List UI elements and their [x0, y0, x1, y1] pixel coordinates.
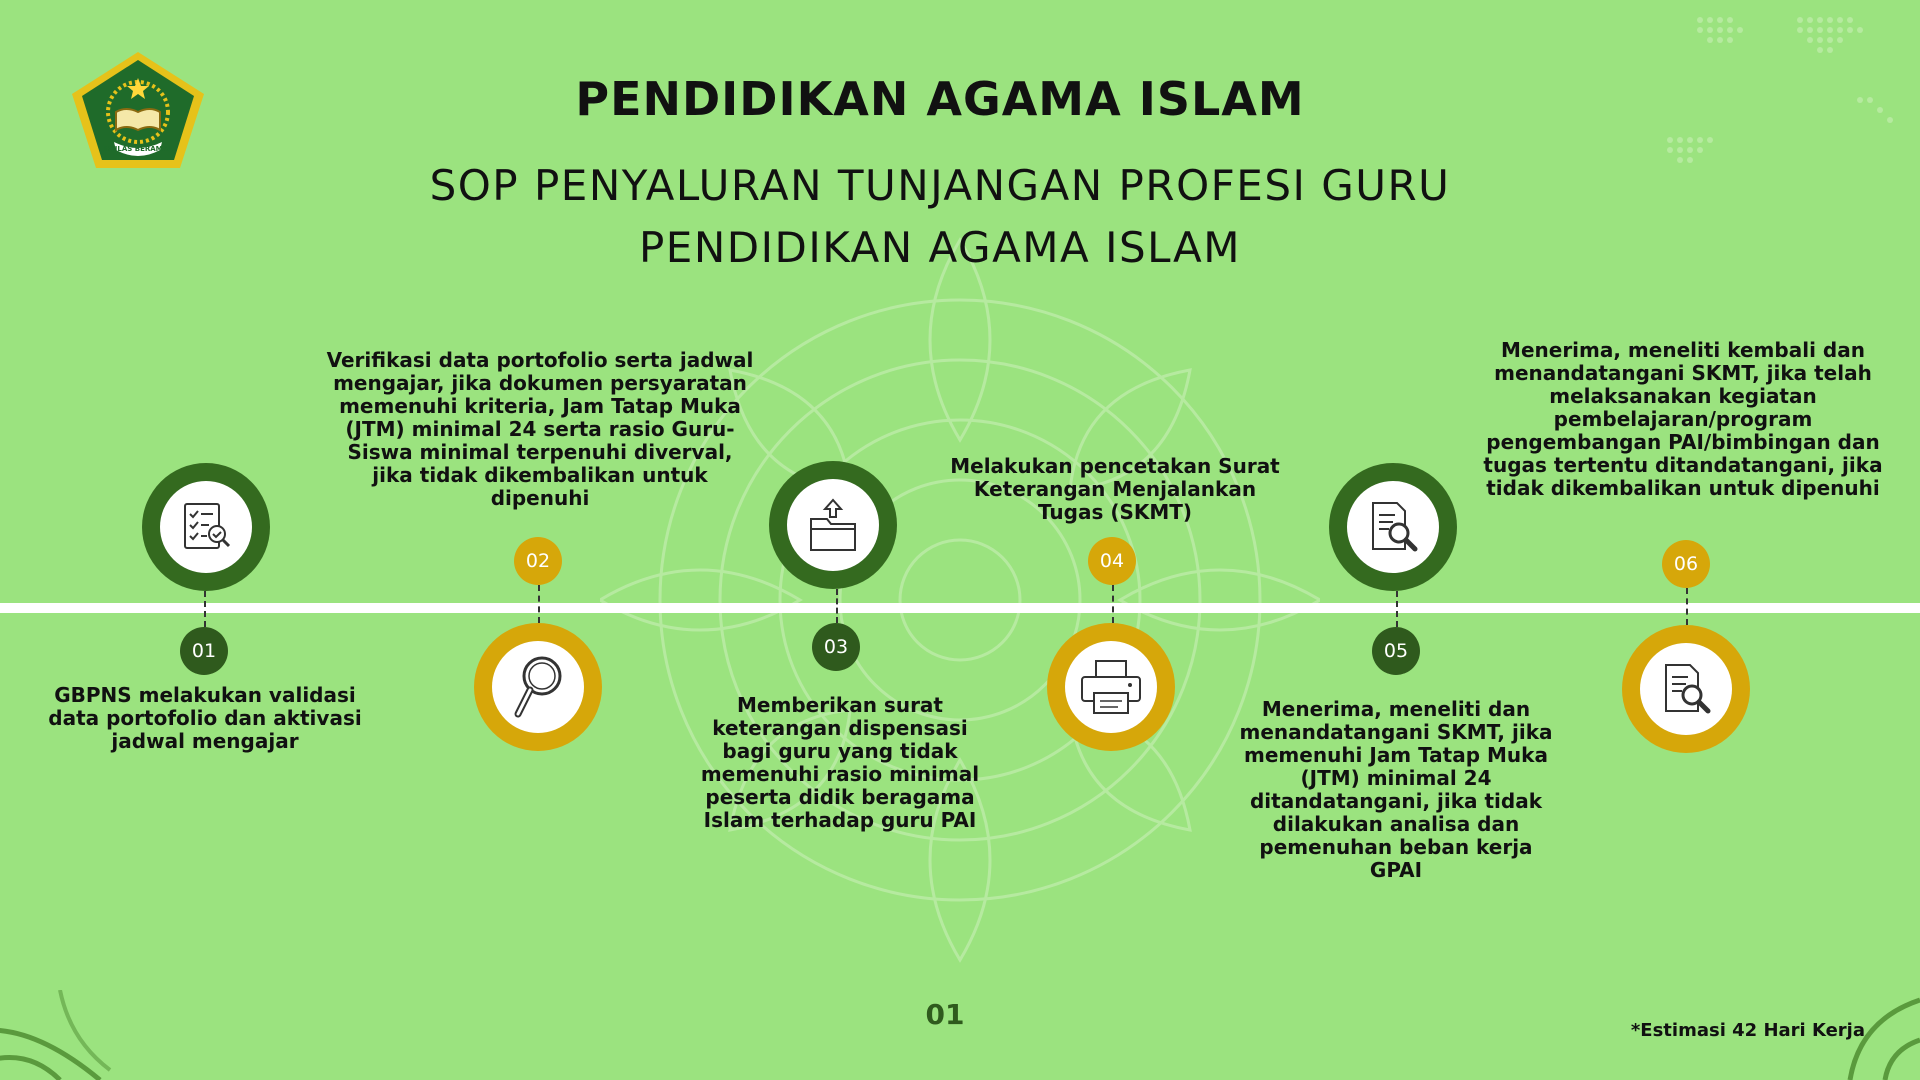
step-01-icon-circle: [142, 463, 270, 591]
timeline-line: [0, 603, 1920, 613]
step-04-description: Melakukan pencetakan Surat Keterangan Menjalankan Tugas (SKMT): [950, 454, 1280, 524]
step-01-badge: 01: [180, 627, 228, 675]
step-04-connector: [1112, 585, 1114, 623]
document-search-icon: [1658, 661, 1714, 717]
checklist-icon: [179, 500, 233, 554]
step-05-badge: 05: [1372, 627, 1420, 675]
step-03-description: Memberikan surat keterangan dispensasi bagi guru yang tidak memenuhi rasio minimal peserta didik beragama Islam terhadap guru PAI: [700, 693, 980, 832]
printer-icon: [1078, 657, 1144, 717]
step-02-connector: [538, 585, 540, 623]
step-06-icon-circle: [1622, 625, 1750, 753]
step-06-connector: [1686, 588, 1688, 625]
logo-motto: IKHLAS BERAMAL: [103, 145, 173, 153]
step-06-badge: 06: [1662, 540, 1710, 588]
step-05-description: Menerima, meneliti dan menandatangani SKMT, jika memenuhi Jam Tatap Muka (JTM) minimal 24 ditandatangani, jika tidak dilakukan analisa dan pemenuhan beban kerja GPAI: [1239, 697, 1553, 882]
step-02-description: Verifikasi data portofolio serta jadwal mengajar, jika dokumen persyaratan memenuhi kriteria, Jam Tatap Muka (JTM) minimal 24 serta rasio Guru-Siswa minimal terpenuhi diverval, jika tidak dikembalikan untuk dipenuhi: [326, 348, 754, 510]
page-subtitle: [380, 155, 1500, 279]
step-03-badge: 03: [812, 623, 860, 671]
decorative-strokes-left: [0, 990, 120, 1080]
step-03-connector: [836, 589, 838, 623]
step-01-connector: [204, 591, 206, 627]
subtitle-line-1: SOP PENYALURAN TUNJANGAN PROFESI GURU: [429, 161, 1451, 210]
step-04-icon-circle: [1047, 623, 1175, 751]
step-04-badge: 04: [1088, 537, 1136, 585]
page-number: 01: [925, 998, 965, 1031]
subtitle-line-2: PENDIDIKAN AGAMA ISLAM: [638, 223, 1241, 272]
step-03-icon-circle: [769, 461, 897, 589]
step-02-icon-circle: [474, 623, 602, 751]
folder-upload-icon: [803, 495, 863, 555]
estimate-footnote: *Estimasi 42 Hari Kerja: [1630, 1020, 1865, 1041]
magnifier-icon: [508, 652, 568, 722]
step-05-connector: [1396, 591, 1398, 627]
step-02-badge: 02: [514, 537, 562, 585]
step-06-description: Menerima, meneliti kembali dan menandatangani SKMT, jika telah melaksanakan kegiatan pembelajaran/program pengembangan PAI/bimbingan dan tugas tertentu ditandatangani, jika tidak dikembalikan untuk dipenuhi: [1483, 338, 1883, 500]
step-01-description: GBPNS melakukan validasi data portofolio dan aktivasi jadwal mengajar: [48, 683, 362, 753]
page-title: PENDIDIKAN AGAMA ISLAM: [575, 72, 1305, 126]
document-search-icon: [1365, 499, 1421, 555]
step-05-icon-circle: [1329, 463, 1457, 591]
